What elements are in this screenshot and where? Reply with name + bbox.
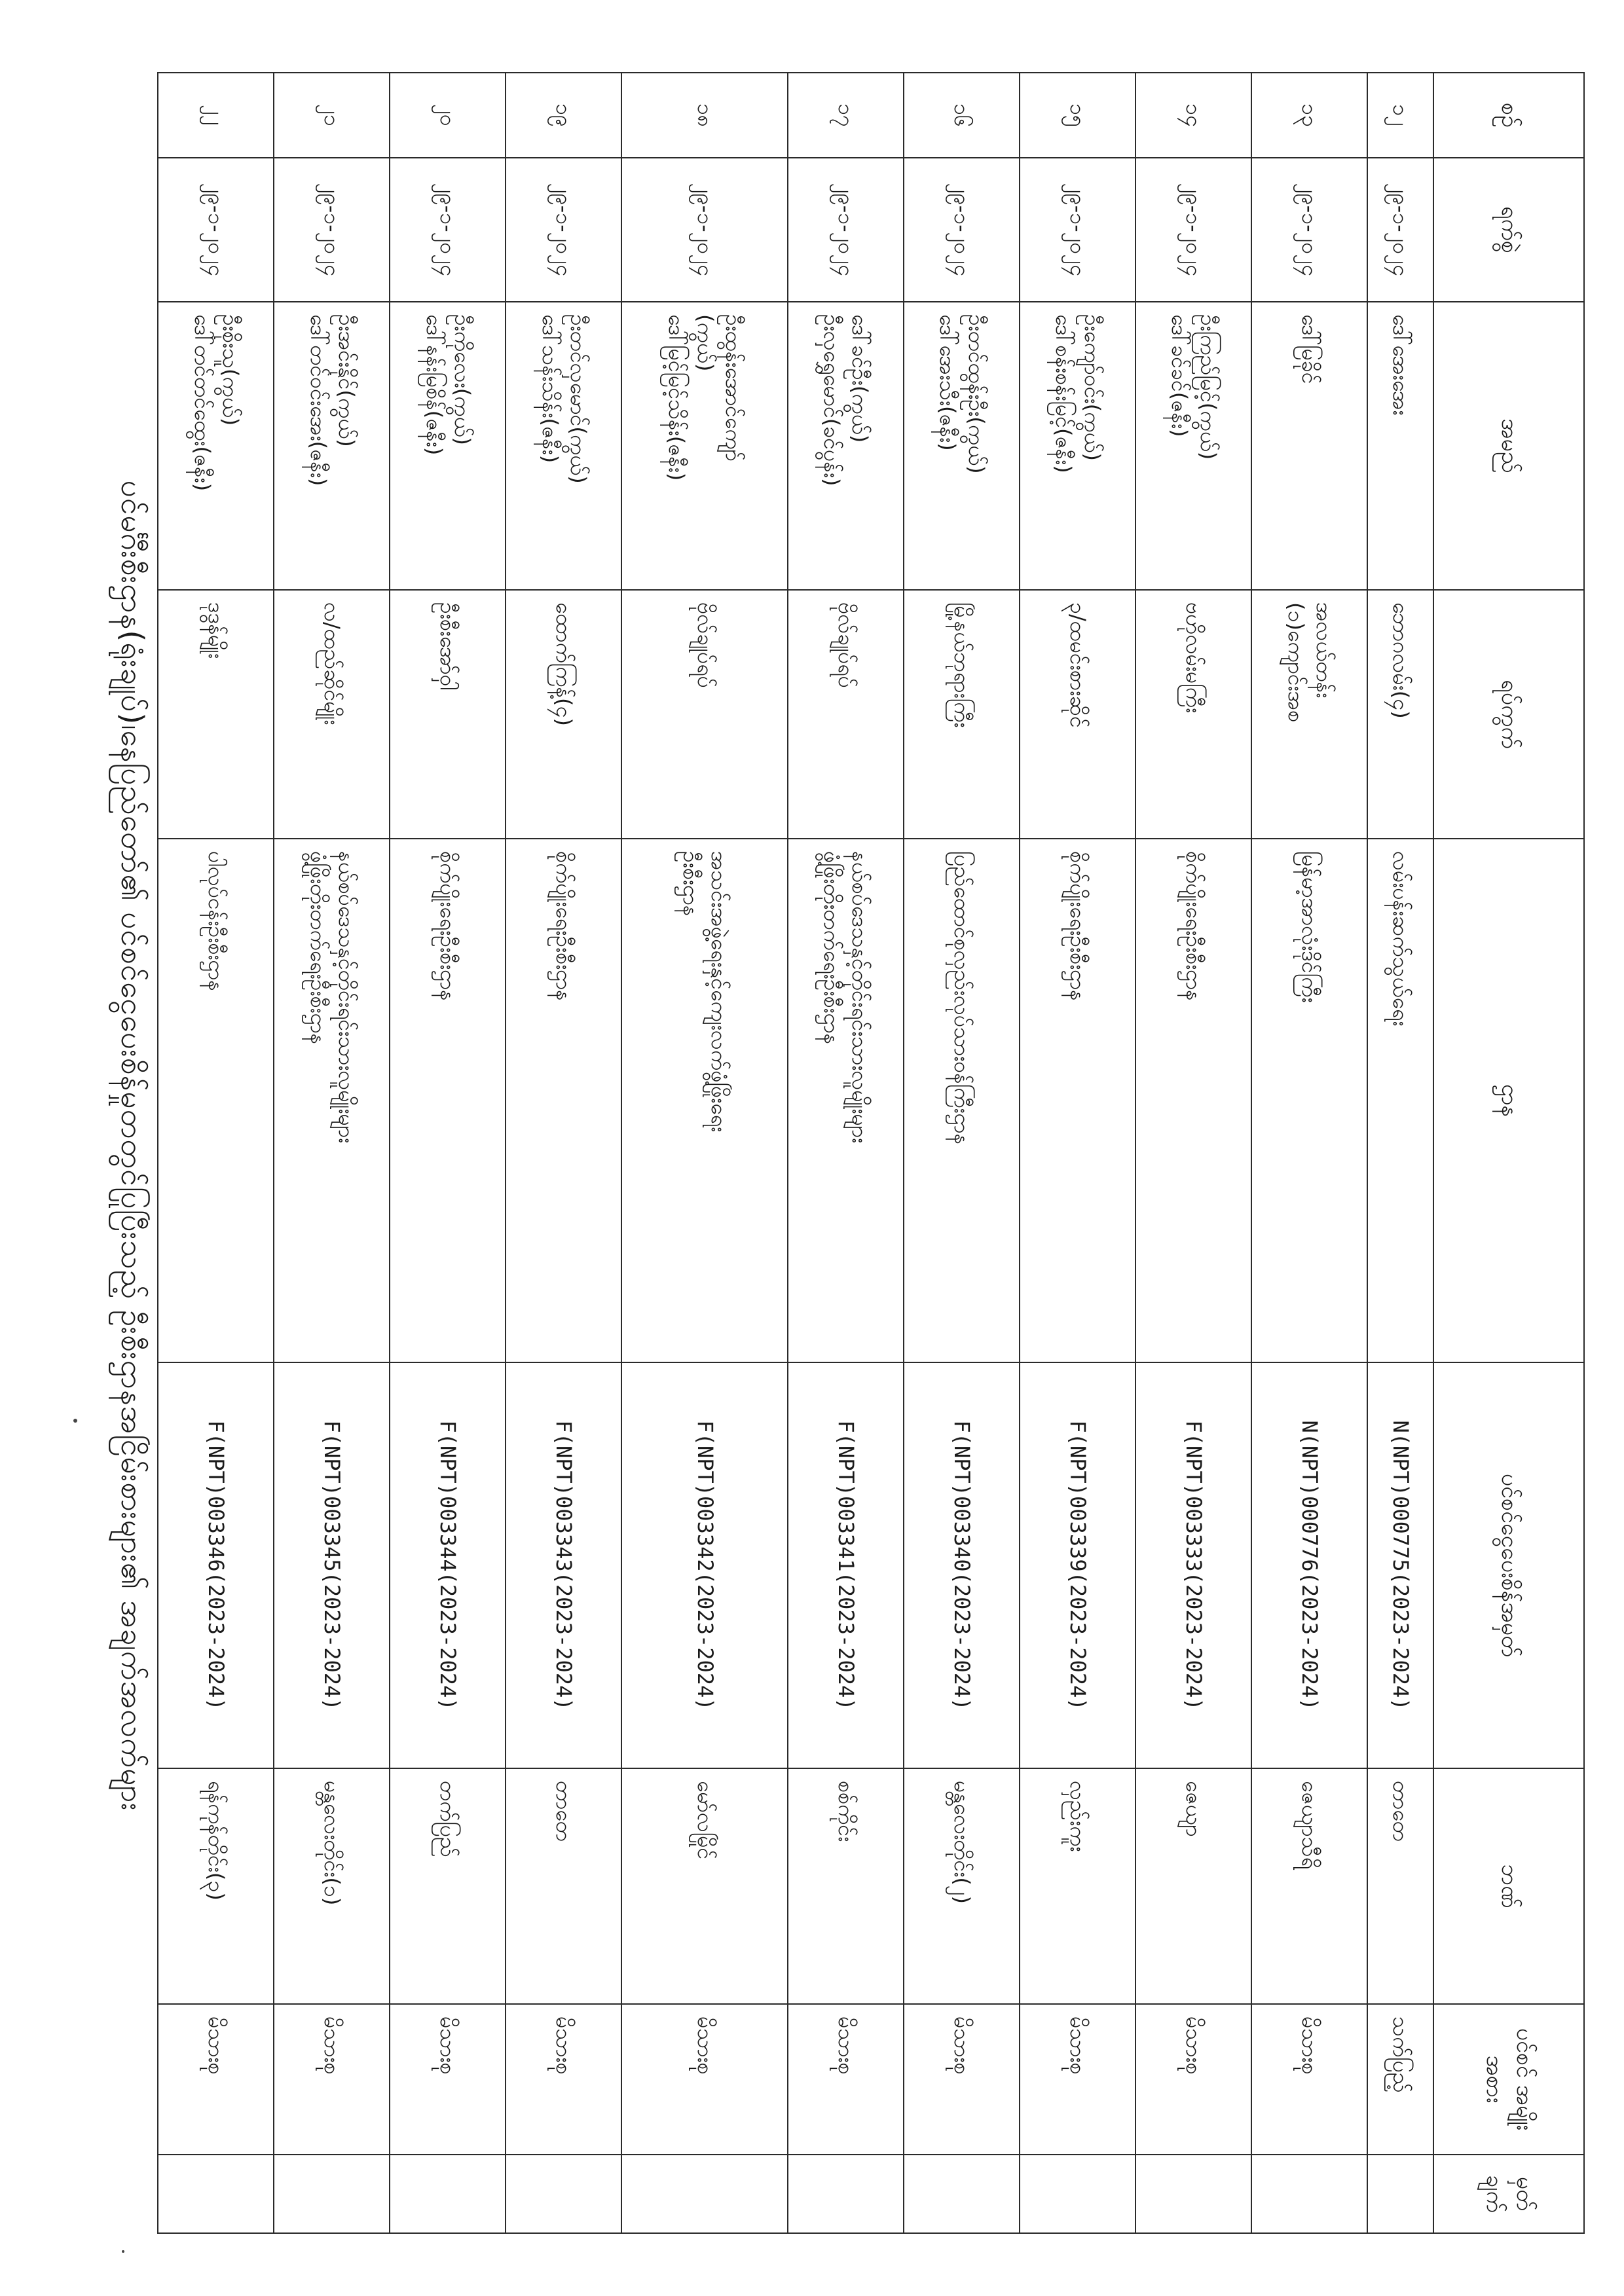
street-line: ဗိုလ်ချုပ်ရပ်: [692, 602, 718, 688]
cell-remark: [506, 2155, 621, 2233]
cell-street: [506, 590, 621, 839]
name-line: ဒေါ်ခင်ခင်(ဇနီး): [1167, 314, 1192, 437]
table-row: [158, 73, 274, 2233]
col-header-date: ရက်စွဲ: [1433, 158, 1584, 302]
name-line: ဦးစိုးသူ(ကွယ်): [217, 314, 243, 426]
dept-line: ပါလုပ်ငန်းဦးစီးဌာန: [204, 851, 229, 991]
name-line: ဒေါ်တင်တင်ထွေး(ဇနီး): [189, 314, 215, 492]
dept-line: ပြည်ထောင်စုလှည်းလုပ်သားဝန်ကြီးဌာန: [949, 851, 974, 1145]
cell-license: F(NPT)003343(2023-2024): [506, 1362, 621, 1768]
dept-line: ဖွံ့ဖြိုးတိုးတက်ရေးဦးစီးဌာန: [305, 851, 331, 1045]
cell-remark: [1251, 2155, 1367, 2233]
cell-type: မိသားစု: [390, 2004, 506, 2155]
cell-remark: [274, 2155, 390, 2233]
cell-date: ၂၉-၁-၂၀၂၄: [904, 158, 1020, 302]
col-header-street: ရပ်ကွက်: [1433, 590, 1584, 839]
cell-type: မိသားစု: [1135, 2004, 1251, 2155]
street-line: ထောက်ကြန့်(၄): [551, 602, 577, 726]
cell-no: ၁၈: [621, 73, 787, 158]
table-row: [1020, 73, 1135, 2233]
cell-remark: [1367, 2155, 1433, 2233]
name-line: ဒေါ်သန်းသိန်း(ဇနီး): [537, 314, 563, 464]
cell-type: သက်ပြည့်: [1367, 2004, 1433, 2155]
name-line: ဦးအင်းနိုင်(ကွယ်): [333, 314, 359, 447]
street-line: ဦးစီးအော်ဝှါ: [435, 602, 461, 691]
cell-street: [621, 590, 787, 839]
dept-line: နယ်စပ်ဒေသနှင့်တိုင်းရင်းသားလူမျိုးများ: [847, 851, 873, 1144]
cell-date: ၂၉-၁-၂၀၂၄: [390, 158, 506, 302]
cell-no: ၁၉: [506, 73, 621, 158]
table-row: [904, 73, 1020, 2233]
cell-name: [506, 302, 621, 590]
cell-street: [1135, 590, 1251, 839]
cell-type: မိသားစု: [506, 2004, 621, 2155]
cell-date: ၂၉-၁-၂၀၂၄: [1367, 158, 1433, 302]
cell-street: [1251, 590, 1367, 839]
table-body: [158, 73, 1433, 2233]
col-header-type: ပင်စင် အမျိုးအစား: [1433, 2004, 1584, 2155]
name-line: ဒေါ်အေးအေး: [1388, 314, 1414, 416]
cell-license: N(NPT)000775(2023-2024): [1367, 1362, 1433, 1768]
cell-street: [390, 590, 506, 839]
cell-no: ၂၁: [274, 73, 390, 158]
cell-license: F(NPT)003333(2023-2024): [1135, 1362, 1251, 1768]
cell-no: ၁၇: [788, 73, 904, 158]
cell-type: မိသားစု: [621, 2004, 787, 2155]
cell-dept: [390, 839, 506, 1362]
cell-license: F(NPT)003342(2023-2024): [621, 1362, 787, 1768]
cell-date: ၂၉-၁-၂၀၂၄: [1251, 158, 1367, 302]
col-header-license: ပင်စင်ငွေပေးစိန်အမှတ်: [1433, 1362, 1584, 1768]
cell-dept: [904, 839, 1020, 1362]
col-header-no: စဉ်: [1433, 73, 1584, 158]
cell-dept: [1367, 839, 1433, 1362]
cell-name: [621, 302, 787, 590]
cell-name: [274, 302, 390, 590]
table-row: [1367, 73, 1433, 2233]
name-line: ဒေါ်မြင့်မြင့်သိန်း(ဇနီး): [664, 314, 690, 481]
name-line: ဦးထွန်းအောင်ကျော်: [720, 314, 746, 462]
street-line: လ/ထည်ဆိုင်မျိုး: [320, 602, 345, 725]
cell-license: F(NPT)003344(2023-2024): [390, 1362, 506, 1768]
name-line: ဦးတင်လှမောင်(ကွယ်): [566, 314, 591, 484]
cell-date: ၂၉-၁-၂၀၂၄: [1135, 158, 1251, 302]
cell-name: [390, 302, 506, 590]
cell-license: F(NPT)003339(2023-2024): [1020, 1362, 1135, 1768]
table-header-row: [1433, 73, 1584, 2233]
street-line: ဗိုလ်ချုပ်ရပ်: [833, 602, 858, 688]
dept-line: လမ်းပန်းဆက်သွယ်ရေး: [1388, 851, 1414, 1027]
name-line: ဦးလှရွှေမောင်(ခင်ပွန်း): [819, 314, 845, 486]
cell-date: ၂၉-၁-၂၀၂၄: [506, 158, 621, 302]
cell-name: [158, 302, 274, 590]
cell-dept: [1020, 839, 1135, 1362]
col-header-remark: မှတ် ချက်: [1433, 2155, 1584, 2233]
dept-line: စိုက်ပျိုးရေးဦးစီးဌာန: [1065, 851, 1091, 1001]
dept-line: စိုက်ပျိုးရေးဦးစီးဌာန: [435, 851, 461, 1001]
cell-date: ၂၉-၁-၂၀၂၄: [158, 158, 274, 302]
name-line: ဒေါ်နန်းမြစိန်(ဇနီး): [421, 314, 447, 456]
cell-no: ၂၀: [390, 73, 506, 158]
table-row: [788, 73, 904, 2233]
cell-bank: လှည်းကူး: [1020, 1768, 1135, 2004]
cell-dept: [621, 839, 787, 1362]
dept-line: မြန်မာ့အာလုံးဒိုင်ကြီး: [1297, 851, 1323, 1003]
cell-name: [1251, 302, 1367, 590]
name-line: ဦးကြည်မြင့်(ကွယ်): [1195, 314, 1221, 460]
cell-license: F(NPT)003341(2023-2024): [788, 1362, 904, 1768]
cell-date: ၂၉-၁-၂၀၂၄: [621, 158, 787, 302]
table-row: [390, 73, 506, 2233]
cell-bank: ရန်ကုန်တိုင်း(၃): [158, 1768, 274, 2004]
cell-bank: ဇေယျာသီရိ: [1251, 1768, 1367, 2004]
cell-dept: [1251, 839, 1367, 1362]
cell-no: ၁၅: [1020, 73, 1135, 158]
table-row: [274, 73, 390, 2233]
cell-remark: [390, 2155, 506, 2233]
pension-register-table: [157, 72, 1585, 2234]
street-line: (၁)ကျောင်းအစ: [1283, 602, 1308, 723]
cell-type: မိသားစု: [788, 2004, 904, 2155]
dept-line: ဦးစီးဌာန: [678, 851, 704, 917]
street-line: မြို့နယ်ဘုရားကြီး: [949, 602, 974, 728]
cell-bank: တာတေ: [1367, 1768, 1433, 2004]
cell-license: F(NPT)003346(2023-2024): [158, 1362, 274, 1768]
cell-dept: [274, 839, 390, 1362]
street-line: အလယ်တန်း: [1311, 602, 1337, 699]
street-line: ၃/ထမင်းစားဆိုင်: [1065, 602, 1091, 728]
cell-type: မိသားစု: [158, 2004, 274, 2155]
name-line: ဦးကျော်ဝင်း(ကွယ်): [1079, 314, 1105, 461]
cell-bank: တာတေ: [506, 1768, 621, 2004]
cell-no: ၁၄: [1135, 73, 1251, 158]
cell-name: [1135, 302, 1251, 590]
table-row: [506, 73, 621, 2233]
cell-dept: [158, 839, 274, 1362]
dept-line: နယ်စပ်ဒေသနှင့်တိုင်းရင်းသားလူမျိုးများ: [333, 851, 359, 1144]
cell-no: ၂၂: [158, 73, 274, 158]
cell-name: [904, 302, 1020, 590]
cell-license: F(NPT)003340(2023-2024): [904, 1362, 1020, 1768]
cell-bank: ဇေယျာ: [1135, 1768, 1251, 2004]
cell-name: [1367, 302, 1433, 590]
name-line: ဒေါ်မြခိုင်: [1297, 314, 1323, 384]
cell-license: F(NPT)003345(2023-2024): [274, 1362, 390, 1768]
cell-no: ၁၂: [1367, 73, 1433, 158]
name-line: ဒေါ်စန်းစန်းမြင့်(ဇနီး): [1051, 314, 1077, 473]
cell-type: မိသားစု: [1251, 2004, 1367, 2155]
cell-street: [904, 590, 1020, 839]
cell-date: ၂၉-၁-၂၀၂၄: [274, 158, 390, 302]
cell-dept: [788, 839, 904, 1362]
street-line: ဘောဂလမ်း(၄): [1388, 602, 1414, 719]
dept-line: ဖွံ့ဖြိုးတိုးတက်ရေးဦးစီးဌာန: [819, 851, 845, 1045]
cell-no: ၁၃: [1251, 73, 1367, 158]
cell-street: [788, 590, 904, 839]
cell-type: မိသားစု: [274, 2004, 390, 2155]
name-line: ဒေါ်ခင်ဦး(ကွယ်): [847, 314, 873, 443]
document-title: ပင်မင်္ဂီးစီးဌာန(ရုံးချုပ်)၊နေပြည်တော်၏ ပင်စင်ငွေပေးစိန်မှုတတွင်ပြုပြီးသည့် ဦးစီးဌာနအငြိမ်းစားများ၏ အချက်အလက်များ: [115, 480, 150, 1812]
cell-street: [158, 590, 274, 839]
table-row: [1251, 73, 1367, 2233]
cell-license: N(NPT)000776(2023-2024): [1251, 1362, 1367, 1768]
table-row: [1135, 73, 1251, 2233]
col-header-bank: ဘဏ်: [1433, 1768, 1584, 2004]
name-line: ဦးတင်ထွန်းဦး(ကွယ်): [963, 314, 989, 474]
cell-no: ၁၆: [904, 73, 1020, 158]
cell-dept: [506, 839, 621, 1362]
cell-bank: မန္တလေးတိုင်း(၂): [904, 1768, 1020, 2004]
cell-remark: [1135, 2155, 1251, 2233]
cell-bank: မန္တလေးတိုင်း(၁): [274, 1768, 390, 2004]
cell-date: ၂၉-၁-၂၀၂၄: [1020, 158, 1135, 302]
cell-remark: [158, 2155, 274, 2233]
cell-remark: [788, 2155, 904, 2233]
cell-remark: [1020, 2155, 1135, 2233]
cell-street: [274, 590, 390, 839]
name-line: ဦးကိုလေး(ကွယ်): [450, 314, 475, 446]
register-table-wrapper: [157, 72, 1585, 2232]
name-line: ဒေါ်တင်ဝင်းအေး(ဇနီး): [305, 314, 331, 486]
cell-bank: တက်ပြည်: [390, 1768, 506, 2004]
cell-name: [788, 302, 904, 590]
cell-date: ၂၉-၁-၂၀၂၄: [788, 158, 904, 302]
cell-bank: စစ်ကိုင်း: [788, 1768, 904, 2004]
name-line: ဒေါ်အေးသီး(ဇနီး): [935, 314, 961, 451]
dept-line: စိုက်ပျိုးရေးဦးစီးဌာန: [551, 851, 577, 1001]
cell-street: [1020, 590, 1135, 839]
table-row: [621, 73, 787, 2233]
cell-type: မိသားစု: [1020, 2004, 1135, 2155]
dept-line: အသင်းအဖွဲ့ရေးနှင့်ကျေးလက်ဖွံ့ဖြိုးရေး: [707, 851, 732, 1133]
col-header-name: အမည်: [1433, 302, 1584, 590]
cell-type: မိသားစု: [904, 2004, 1020, 2155]
cell-name: [1020, 302, 1135, 590]
dept-line: စိုက်ပျိုးရေးဦးစီးဌာန: [1181, 851, 1207, 1001]
cell-street: [1367, 590, 1433, 839]
name-line: (ကွယ်): [692, 314, 718, 372]
cell-remark: [904, 2155, 1020, 2233]
cell-dept: [1135, 839, 1251, 1362]
col-header-dept: ဌာန: [1433, 839, 1584, 1362]
cell-remark: [621, 2155, 787, 2233]
cell-bank: မော်လမြိုင်: [621, 1768, 787, 2004]
street-line: ဒုဒွန်မျိုး: [204, 602, 229, 659]
street-line: ဗဟိုလမ်းမကြီး: [1181, 602, 1207, 714]
